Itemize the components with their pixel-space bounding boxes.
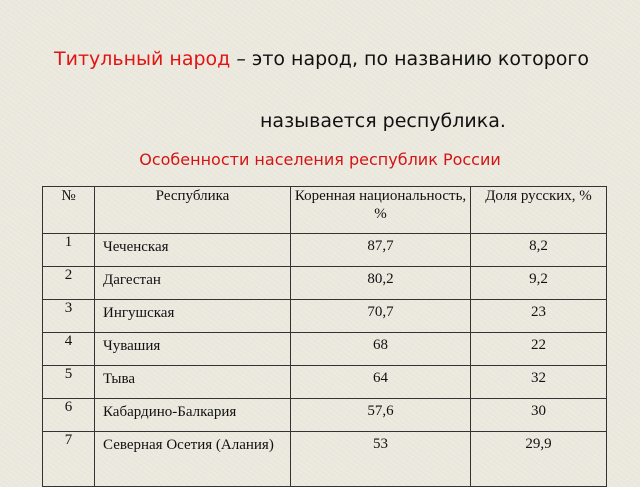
row-number: 5 bbox=[43, 366, 95, 399]
republic-name: Ингушская bbox=[95, 300, 291, 333]
table-row bbox=[43, 234, 607, 267]
russian-percent: 9,2 bbox=[471, 267, 607, 300]
native-percent: 53 bbox=[291, 432, 471, 487]
definition-part1: – это народ, по названию которого bbox=[230, 48, 590, 70]
russian-percent: 29,9 bbox=[471, 432, 607, 487]
native-percent: 80,2 bbox=[291, 267, 471, 300]
russian-percent: 8,2 bbox=[471, 234, 607, 267]
term-title: Титульный народ bbox=[54, 48, 231, 70]
republic-name: Чувашия bbox=[95, 333, 291, 366]
table-header-row bbox=[43, 187, 607, 234]
header-native-percent: Коренная национальность, % bbox=[291, 187, 471, 234]
russian-percent: 30 bbox=[471, 399, 607, 432]
header-republic: Республика bbox=[95, 187, 291, 234]
russian-percent: 23 bbox=[471, 300, 607, 333]
header-russian-percent: Доля русских, % bbox=[471, 187, 607, 234]
row-number: 6 bbox=[43, 399, 95, 432]
table-row bbox=[43, 366, 607, 399]
republic-name: Тыва bbox=[95, 366, 291, 399]
native-percent: 57,6 bbox=[291, 399, 471, 432]
row-number: 2 bbox=[43, 267, 95, 300]
russian-percent: 22 bbox=[471, 333, 607, 366]
table-row bbox=[43, 267, 607, 300]
republic-name: Чеченская bbox=[95, 234, 291, 267]
table-subtitle: Особенности населения республик России bbox=[139, 150, 501, 169]
row-number: 1 bbox=[43, 234, 95, 267]
table-row bbox=[43, 300, 607, 333]
row-number: 7 bbox=[43, 432, 95, 487]
row-number: 3 bbox=[43, 300, 95, 333]
russian-percent: 32 bbox=[471, 366, 607, 399]
native-percent: 70,7 bbox=[291, 300, 471, 333]
definition-text bbox=[54, 46, 614, 132]
republic-name: Кабардино-Балкария bbox=[95, 399, 291, 432]
header-number: № bbox=[43, 187, 95, 234]
republic-name: Северная Осетия (Алания) bbox=[95, 432, 291, 487]
definition-part2: называется республика. bbox=[260, 110, 506, 132]
native-percent: 68 bbox=[291, 333, 471, 366]
table-row bbox=[43, 399, 607, 432]
row-number: 4 bbox=[43, 333, 95, 366]
table-row bbox=[43, 333, 607, 366]
republics-table bbox=[42, 186, 607, 487]
table-row bbox=[43, 432, 607, 487]
republic-name: Дагестан bbox=[95, 267, 291, 300]
native-percent: 87,7 bbox=[291, 234, 471, 267]
native-percent: 64 bbox=[291, 366, 471, 399]
